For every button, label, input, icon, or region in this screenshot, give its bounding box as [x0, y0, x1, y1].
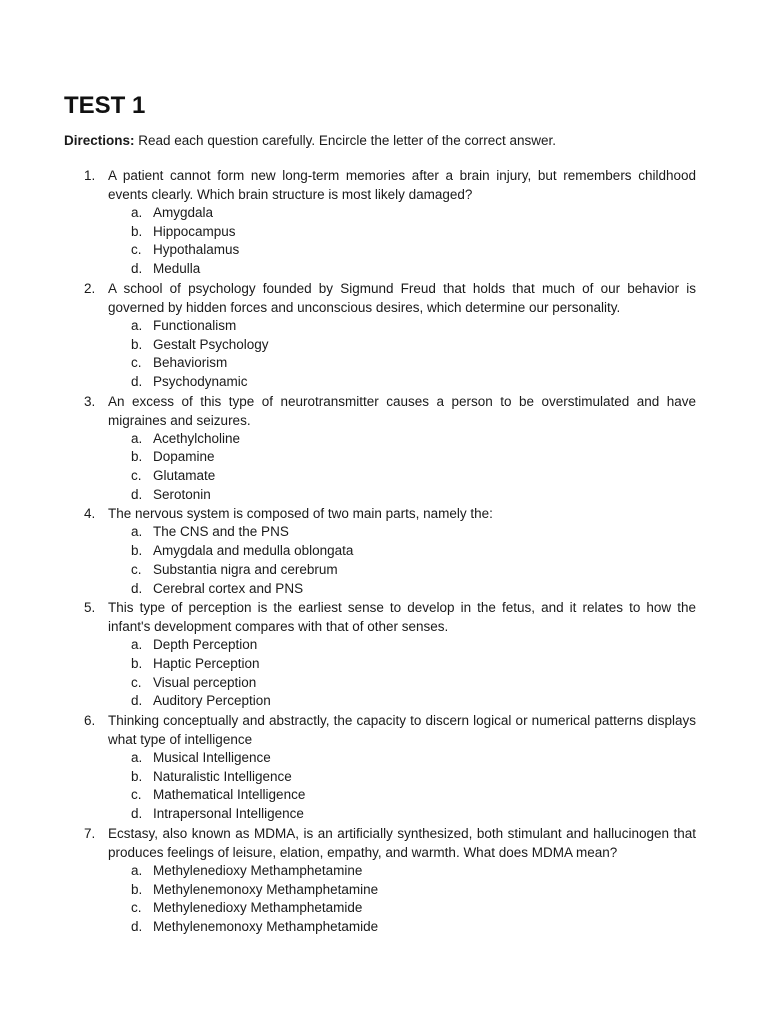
choice-text: Cerebral cortex and PNS — [153, 580, 304, 596]
question-item — [64, 392, 696, 505]
choice-text: Dopamine — [153, 449, 215, 465]
answer-choice[interactable] — [108, 467, 696, 486]
choice-letter: b. — [131, 655, 143, 671]
choice-letter: a. — [131, 862, 143, 878]
choice-text: Gestalt Psychology — [153, 336, 269, 352]
choice-text: The CNS and the PNS — [153, 524, 289, 540]
choice-text: Functionalism — [153, 317, 237, 333]
choice-letter: a. — [131, 637, 143, 653]
choice-list — [108, 523, 696, 598]
question-item — [64, 504, 696, 598]
question-item — [64, 711, 696, 824]
question-list — [64, 166, 696, 937]
answer-choice[interactable] — [108, 486, 696, 505]
question-number: 4. — [84, 506, 96, 522]
choice-letter: d. — [131, 486, 143, 502]
choice-letter: b. — [131, 543, 143, 559]
choice-letter: c. — [131, 242, 142, 258]
answer-choice[interactable] — [108, 317, 696, 336]
answer-choice[interactable] — [108, 674, 696, 693]
answer-choice[interactable] — [108, 241, 696, 260]
question-text: A school of psychology founded by Sigmund Freud that holds that much of our behavior is governed by hidden forces and unconscious desires, which determine our personality. — [108, 280, 696, 315]
answer-choice[interactable] — [108, 223, 696, 242]
choice-letter: d. — [131, 580, 143, 596]
question-item — [64, 598, 696, 711]
choice-list — [108, 636, 696, 711]
question-text: The nervous system is composed of two main parts, namely the: — [108, 506, 493, 522]
choice-letter: b. — [131, 336, 143, 352]
answer-choice[interactable] — [108, 655, 696, 674]
choice-text: Hippocampus — [153, 223, 236, 239]
choice-letter: c. — [131, 561, 142, 577]
choice-text: Psychodynamic — [153, 373, 248, 389]
choice-letter: c. — [131, 355, 142, 371]
choice-text: Methylenedioxy Methamphetamine — [153, 862, 363, 878]
answer-choice[interactable] — [108, 805, 696, 824]
question-text: This type of perception is the earliest sense to develop in the fetus, and it relates to how the infant's development compares with that of other senses. — [108, 600, 696, 635]
answer-choice[interactable] — [108, 918, 696, 937]
choice-list — [108, 430, 696, 505]
choice-text: Medulla — [153, 261, 201, 277]
answer-choice[interactable] — [108, 336, 696, 355]
question-number: 6. — [84, 713, 96, 729]
choice-text: Musical Intelligence — [153, 750, 271, 766]
choice-list — [108, 749, 696, 824]
choice-letter: b. — [131, 768, 143, 784]
choice-letter: a. — [131, 750, 143, 766]
answer-choice[interactable] — [108, 862, 696, 881]
question-text: Ecstasy, also known as MDMA, is an artificially synthesized, both stimulant and hallucinogen that produces feelings of leisure, elation, empathy, and warmth. What does MDMA mean? — [108, 825, 696, 860]
answer-choice[interactable] — [108, 899, 696, 918]
directions-text: Read each question carefully. Encircle the letter of the correct answer. — [134, 133, 556, 148]
choice-list — [108, 862, 696, 937]
choice-letter: c. — [131, 674, 142, 690]
choice-text: Acethylcholine — [153, 430, 241, 446]
choice-list — [108, 204, 696, 279]
directions-label: Directions: — [64, 133, 135, 148]
choice-letter: b. — [131, 881, 143, 897]
choice-text: Visual perception — [153, 674, 257, 690]
answer-choice[interactable] — [108, 636, 696, 655]
choice-letter: a. — [131, 524, 143, 540]
choice-text: Depth Perception — [153, 637, 258, 653]
answer-choice[interactable] — [108, 260, 696, 279]
question-item — [64, 824, 696, 937]
choice-letter: d. — [131, 373, 143, 389]
choice-text: Auditory Perception — [153, 693, 271, 709]
choice-text: Intrapersonal Intelligence — [153, 806, 304, 822]
question-item — [64, 279, 696, 392]
choice-letter: d. — [131, 918, 143, 934]
question-number: 3. — [84, 393, 96, 409]
choice-letter: c. — [131, 787, 142, 803]
directions — [64, 132, 696, 150]
choice-text: Amygdala — [153, 205, 214, 220]
answer-choice[interactable] — [108, 561, 696, 580]
choice-letter: d. — [131, 806, 143, 822]
answer-choice[interactable] — [108, 580, 696, 599]
answer-choice[interactable] — [108, 881, 696, 900]
choice-text: Methylenemonoxy Methamphetamine — [153, 881, 379, 897]
answer-choice[interactable] — [108, 542, 696, 561]
choice-text: Methylenemonoxy Methamphetamide — [153, 918, 379, 934]
choice-text: Mathematical Intelligence — [153, 787, 306, 803]
choice-letter: a. — [131, 205, 143, 220]
page-title: TEST 1 — [64, 92, 146, 119]
answer-choice[interactable] — [108, 692, 696, 711]
choice-letter: d. — [131, 261, 143, 277]
choice-text: Hypothalamus — [153, 242, 240, 258]
question-item — [64, 166, 696, 279]
answer-choice[interactable] — [108, 204, 696, 223]
question-number: 1. — [84, 168, 96, 183]
choice-text: Haptic Perception — [153, 655, 260, 671]
question-text: An excess of this type of neurotransmitter causes a person to be overstimulated and have migraines and seizures. — [108, 393, 696, 428]
choice-text: Naturalistic Intelligence — [153, 768, 292, 784]
question-text: A patient cannot form new long-term memories after a brain injury, but remembers childhood events clearly. Which brain structure is most likely damaged? — [108, 168, 696, 202]
answer-choice[interactable] — [108, 430, 696, 449]
choice-letter: d. — [131, 693, 143, 709]
choice-text: Amygdala and medulla oblongata — [153, 543, 354, 559]
answer-choice[interactable] — [108, 448, 696, 467]
answer-choice[interactable] — [108, 354, 696, 373]
question-text: Thinking conceptually and abstractly, the capacity to discern logical or numerical patterns displays what type of intelligence — [108, 713, 696, 748]
choice-letter: b. — [131, 449, 143, 465]
answer-choice[interactable] — [108, 786, 696, 805]
choice-text: Methylenedioxy Methamphetamide — [153, 900, 363, 916]
document-page — [64, 90, 696, 937]
choice-letter: a. — [131, 317, 143, 333]
answer-choice[interactable] — [108, 749, 696, 768]
choice-text: Glutamate — [153, 468, 216, 484]
choice-letter: c. — [131, 468, 142, 484]
choice-letter: a. — [131, 430, 143, 446]
answer-choice[interactable] — [108, 373, 696, 392]
choice-list — [108, 317, 696, 392]
choice-letter: b. — [131, 223, 143, 239]
question-number: 7. — [84, 825, 96, 841]
choice-text: Serotonin — [153, 486, 211, 502]
choice-letter: c. — [131, 900, 142, 916]
choice-text: Behaviorism — [153, 355, 228, 371]
answer-choice[interactable] — [108, 523, 696, 542]
question-number: 5. — [84, 600, 96, 616]
choice-text: Substantia nigra and cerebrum — [153, 561, 338, 577]
answer-choice[interactable] — [108, 768, 696, 787]
question-number: 2. — [84, 280, 96, 296]
